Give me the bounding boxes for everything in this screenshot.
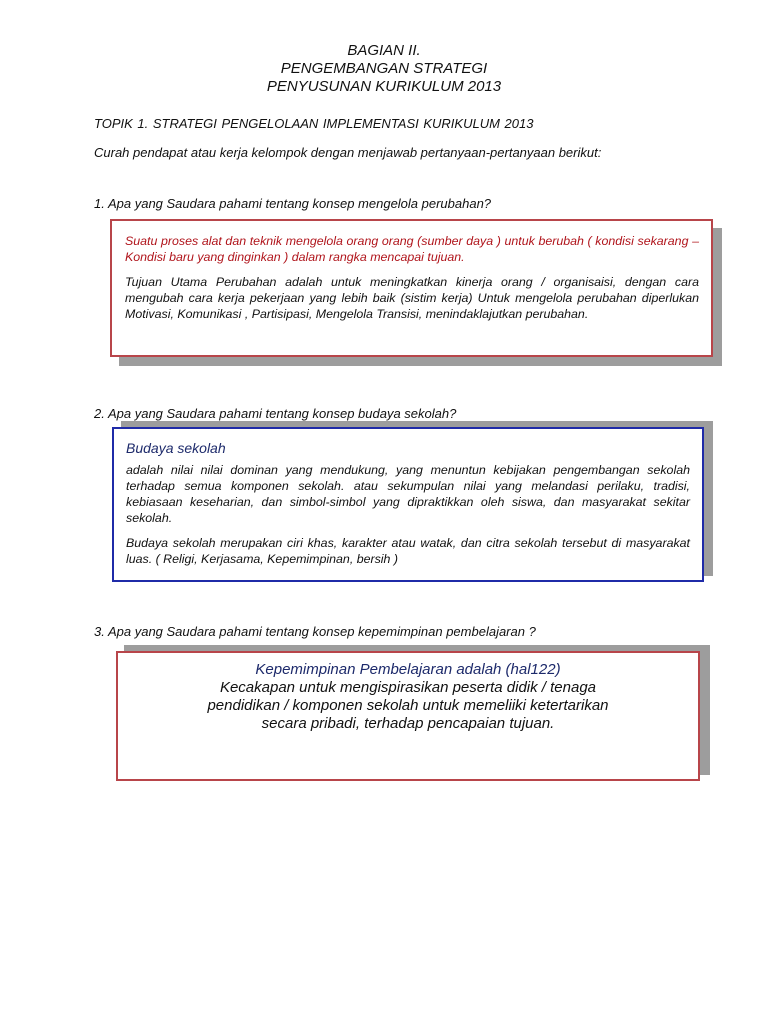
topic-heading: TOPIK 1. STRATEGI PENGELOLAAN IMPLEMENTASI KURIKULUM 2013 [94, 116, 534, 131]
answer-3-line-2: pendidikan / komponen sekolah untuk memeliiki ketertarikan [207, 697, 609, 714]
title-line-2: PENGEMBANGAN STRATEGI [280, 60, 488, 77]
answer-3-line-1: Kecakapan untuk mengispirasikan peserta didik / tenaga [219, 679, 597, 696]
document-title [0, 42, 768, 96]
answer-3-heading: Kepemimpinan Pembelajaran adalah (hal122) [255, 661, 561, 678]
intro-text: Curah pendapat atau kerja kelompok dengan menjawab pertanyaan-pertanyaan berikut: [94, 145, 602, 160]
answer-2-box [112, 427, 704, 582]
answer-3-line-3: secara pribadi, terhadap pencapaian tujuan. [261, 715, 555, 732]
question-3: 3. Apa yang Saudara pahami tentang konsep kepemimpinan pembelajaran ? [94, 624, 536, 639]
answer-1-definition: Suatu proses alat dan teknik mengelola orang orang (sumber daya ) untuk berubah ( kondisi sekarang – Kondisi baru yang dinginkan ) dalam rangka mencapai tujuan. [125, 234, 699, 264]
answer-2-definition: adalah nilai nilai dominan yang mendukung, yang menuntun kebijakan pengembangan sekolah terhadap semua komponen sekolah. atau sekumpulan nilai yang melandasi perilaku, tradisi, kebiasaan keseharian, dan simbol-simbol yang dipraktikkan oleh siswa, dan masyarakat sekitar sekolah. [126, 463, 690, 525]
question-1: 1. Apa yang Saudara pahami tentang konsep mengelola perubahan? [94, 196, 492, 211]
title-line-3: PENYUSUNAN KURIKULUM 2013 [266, 78, 502, 95]
title-line-1: BAGIAN II. [347, 42, 421, 59]
answer-2-heading: Budaya sekolah [126, 440, 226, 456]
answer-3-box [116, 651, 700, 781]
answer-1-purpose: Tujuan Utama Perubahan adalah untuk meningkatkan kinerja orang / organisaisi, dengan cara mengubah cara kerja pekerjaan yang lebih baik (sistim kerja) Untuk mengelola perubahan diperlukan Motivasi, Komunikasi , Partisipasi, Mengelola Transisi, menindaklajutkan perubahan. [125, 275, 699, 321]
answer-1-box [110, 219, 713, 357]
answer-2-characteristics: Budaya sekolah merupakan ciri khas, karakter atau watak, dan citra sekolah tersebut di masyarakat luas. ( Religi, Kerjasama, Kepemimpinan, bersih ) [126, 536, 690, 566]
question-2: 2. Apa yang Saudara pahami tentang konsep budaya sekolah? [94, 406, 457, 421]
